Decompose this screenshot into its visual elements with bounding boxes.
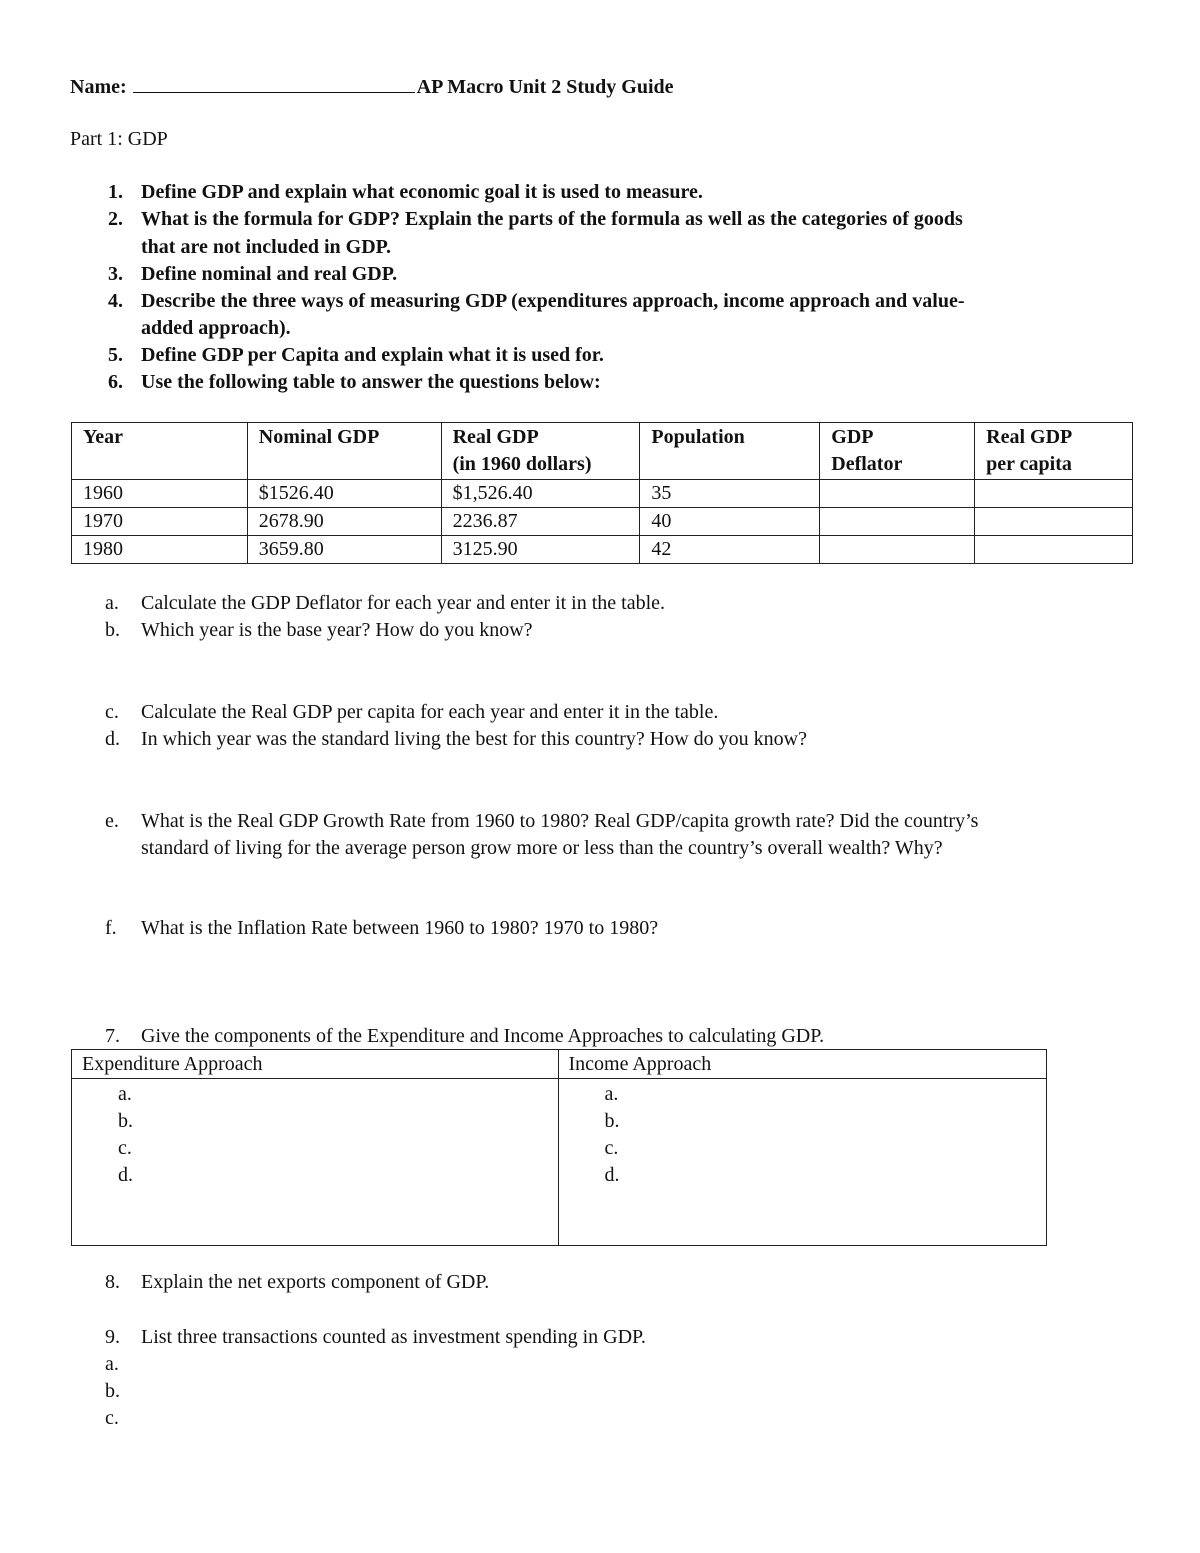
- cell-year: 1970: [72, 508, 248, 536]
- cell-real: 2236.87: [441, 508, 640, 536]
- cell-per-capita-blank[interactable]: [975, 480, 1133, 508]
- question-number: 1.: [108, 181, 123, 203]
- question-number: 8.: [105, 1271, 120, 1293]
- cell-year: 1980: [72, 536, 248, 564]
- gdp-data-table: [71, 422, 1133, 564]
- component-letter: c.: [604, 1137, 619, 1159]
- sub-question-text: Which year is the base year? How do you know?: [141, 619, 533, 641]
- question-number: 7.: [105, 1025, 120, 1047]
- expenditure-components-cell[interactable]: [72, 1079, 559, 1246]
- table-header-row: [72, 423, 1133, 480]
- answer-letter: a.: [105, 1353, 119, 1375]
- name-label: Name:: [70, 76, 127, 98]
- question-text: Define GDP and explain what economic goal it is used to measure.: [141, 181, 703, 203]
- income-components-cell[interactable]: [558, 1079, 1047, 1246]
- table-row: [72, 480, 1133, 508]
- approach-table: [71, 1049, 1047, 1246]
- cell-deflator-blank[interactable]: [820, 536, 975, 564]
- table-row: [72, 508, 1133, 536]
- name-blank-line[interactable]: [133, 74, 415, 93]
- cell-population: 35: [640, 480, 820, 508]
- question-text: List three transactions counted as investment spending in GDP.: [141, 1326, 646, 1348]
- component-letter: a.: [118, 1083, 132, 1105]
- question-text: What is the formula for GDP? Explain the parts of the formula as well as the categories of goods: [141, 208, 963, 230]
- sub-question-letter: d.: [105, 728, 120, 750]
- header-real-gdp: Real GDP (in 1960 dollars): [441, 423, 640, 480]
- question-text: Use the following table to answer the questions below:: [141, 371, 601, 393]
- cell-year: 1960: [72, 480, 248, 508]
- sub-question-text: What is the Inflation Rate between 1960 to 1980? 1970 to 1980?: [141, 917, 659, 939]
- question-text: Give the components of the Expenditure and Income Approaches to calculating GDP.: [141, 1025, 825, 1047]
- header-gdp-deflator: GDP Deflator: [820, 423, 975, 480]
- sub-question-text: Calculate the GDP Deflator for each year and enter it in the table.: [141, 592, 666, 614]
- header-real-gdp-per-capita: Real GDP per capita: [975, 423, 1133, 480]
- question-text: Describe the three ways of measuring GDP (expenditures approach, income approach and value-: [141, 290, 965, 312]
- page-title: AP Macro Unit 2 Study Guide: [416, 76, 674, 98]
- sub-question-letter: f.: [105, 917, 117, 939]
- sub-question-letter: a.: [105, 592, 119, 614]
- cell-per-capita-blank[interactable]: [975, 536, 1133, 564]
- question-number: 9.: [105, 1326, 120, 1348]
- sub-question-text: Calculate the Real GDP per capita for each year and enter it in the table.: [141, 701, 719, 723]
- part-heading: Part 1: GDP: [70, 128, 168, 150]
- cell-real: $1,526.40: [441, 480, 640, 508]
- cell-real: 3125.90: [441, 536, 640, 564]
- sub-question-text: standard of living for the average person grow more or less than the country’s overall wealth? Why?: [141, 837, 943, 859]
- cell-nominal: 3659.80: [247, 536, 441, 564]
- cell-per-capita-blank[interactable]: [975, 508, 1133, 536]
- header-line: [70, 74, 674, 99]
- component-letter: b.: [118, 1110, 133, 1132]
- table-header-row: [72, 1050, 1047, 1079]
- header-expenditure-approach: Expenditure Approach: [72, 1050, 559, 1079]
- sub-question-letter: b.: [105, 619, 120, 641]
- answer-letter: b.: [105, 1380, 120, 1402]
- cell-population: 40: [640, 508, 820, 536]
- question-number: 3.: [108, 263, 123, 285]
- cell-nominal: $1526.40: [247, 480, 441, 508]
- question-text: added approach).: [141, 317, 291, 339]
- sub-question-text: In which year was the standard living the best for this country? How do you know?: [141, 728, 807, 750]
- table-row: [72, 536, 1133, 564]
- question-number: 2.: [108, 208, 123, 230]
- cell-deflator-blank[interactable]: [820, 480, 975, 508]
- cell-nominal: 2678.90: [247, 508, 441, 536]
- cell-deflator-blank[interactable]: [820, 508, 975, 536]
- cell-population: 42: [640, 536, 820, 564]
- question-number: 6.: [108, 371, 123, 393]
- question-number: 5.: [108, 344, 123, 366]
- component-letter: c.: [118, 1137, 132, 1159]
- header-income-approach: Income Approach: [558, 1050, 1047, 1079]
- component-letter: b.: [604, 1110, 620, 1132]
- answer-letter: c.: [105, 1407, 119, 1429]
- table-row: [72, 1079, 1047, 1246]
- header-population: Population: [640, 423, 820, 480]
- sub-question-letter: e.: [105, 810, 119, 832]
- question-text: Explain the net exports component of GDP.: [141, 1271, 490, 1293]
- question-text: Define nominal and real GDP.: [141, 263, 398, 285]
- component-letter: a.: [604, 1083, 619, 1105]
- component-letter: d.: [118, 1164, 133, 1186]
- header-year: Year: [72, 423, 248, 480]
- component-letter: d.: [604, 1164, 620, 1186]
- question-number: 4.: [108, 290, 123, 312]
- header-nominal-gdp: Nominal GDP: [247, 423, 441, 480]
- sub-question-text: What is the Real GDP Growth Rate from 1960 to 1980? Real GDP/capita growth rate? Did the country’s: [141, 810, 979, 832]
- question-text: Define GDP per Capita and explain what it is used for.: [141, 344, 604, 366]
- sub-question-letter: c.: [105, 701, 119, 723]
- question-text: that are not included in GDP.: [141, 236, 392, 258]
